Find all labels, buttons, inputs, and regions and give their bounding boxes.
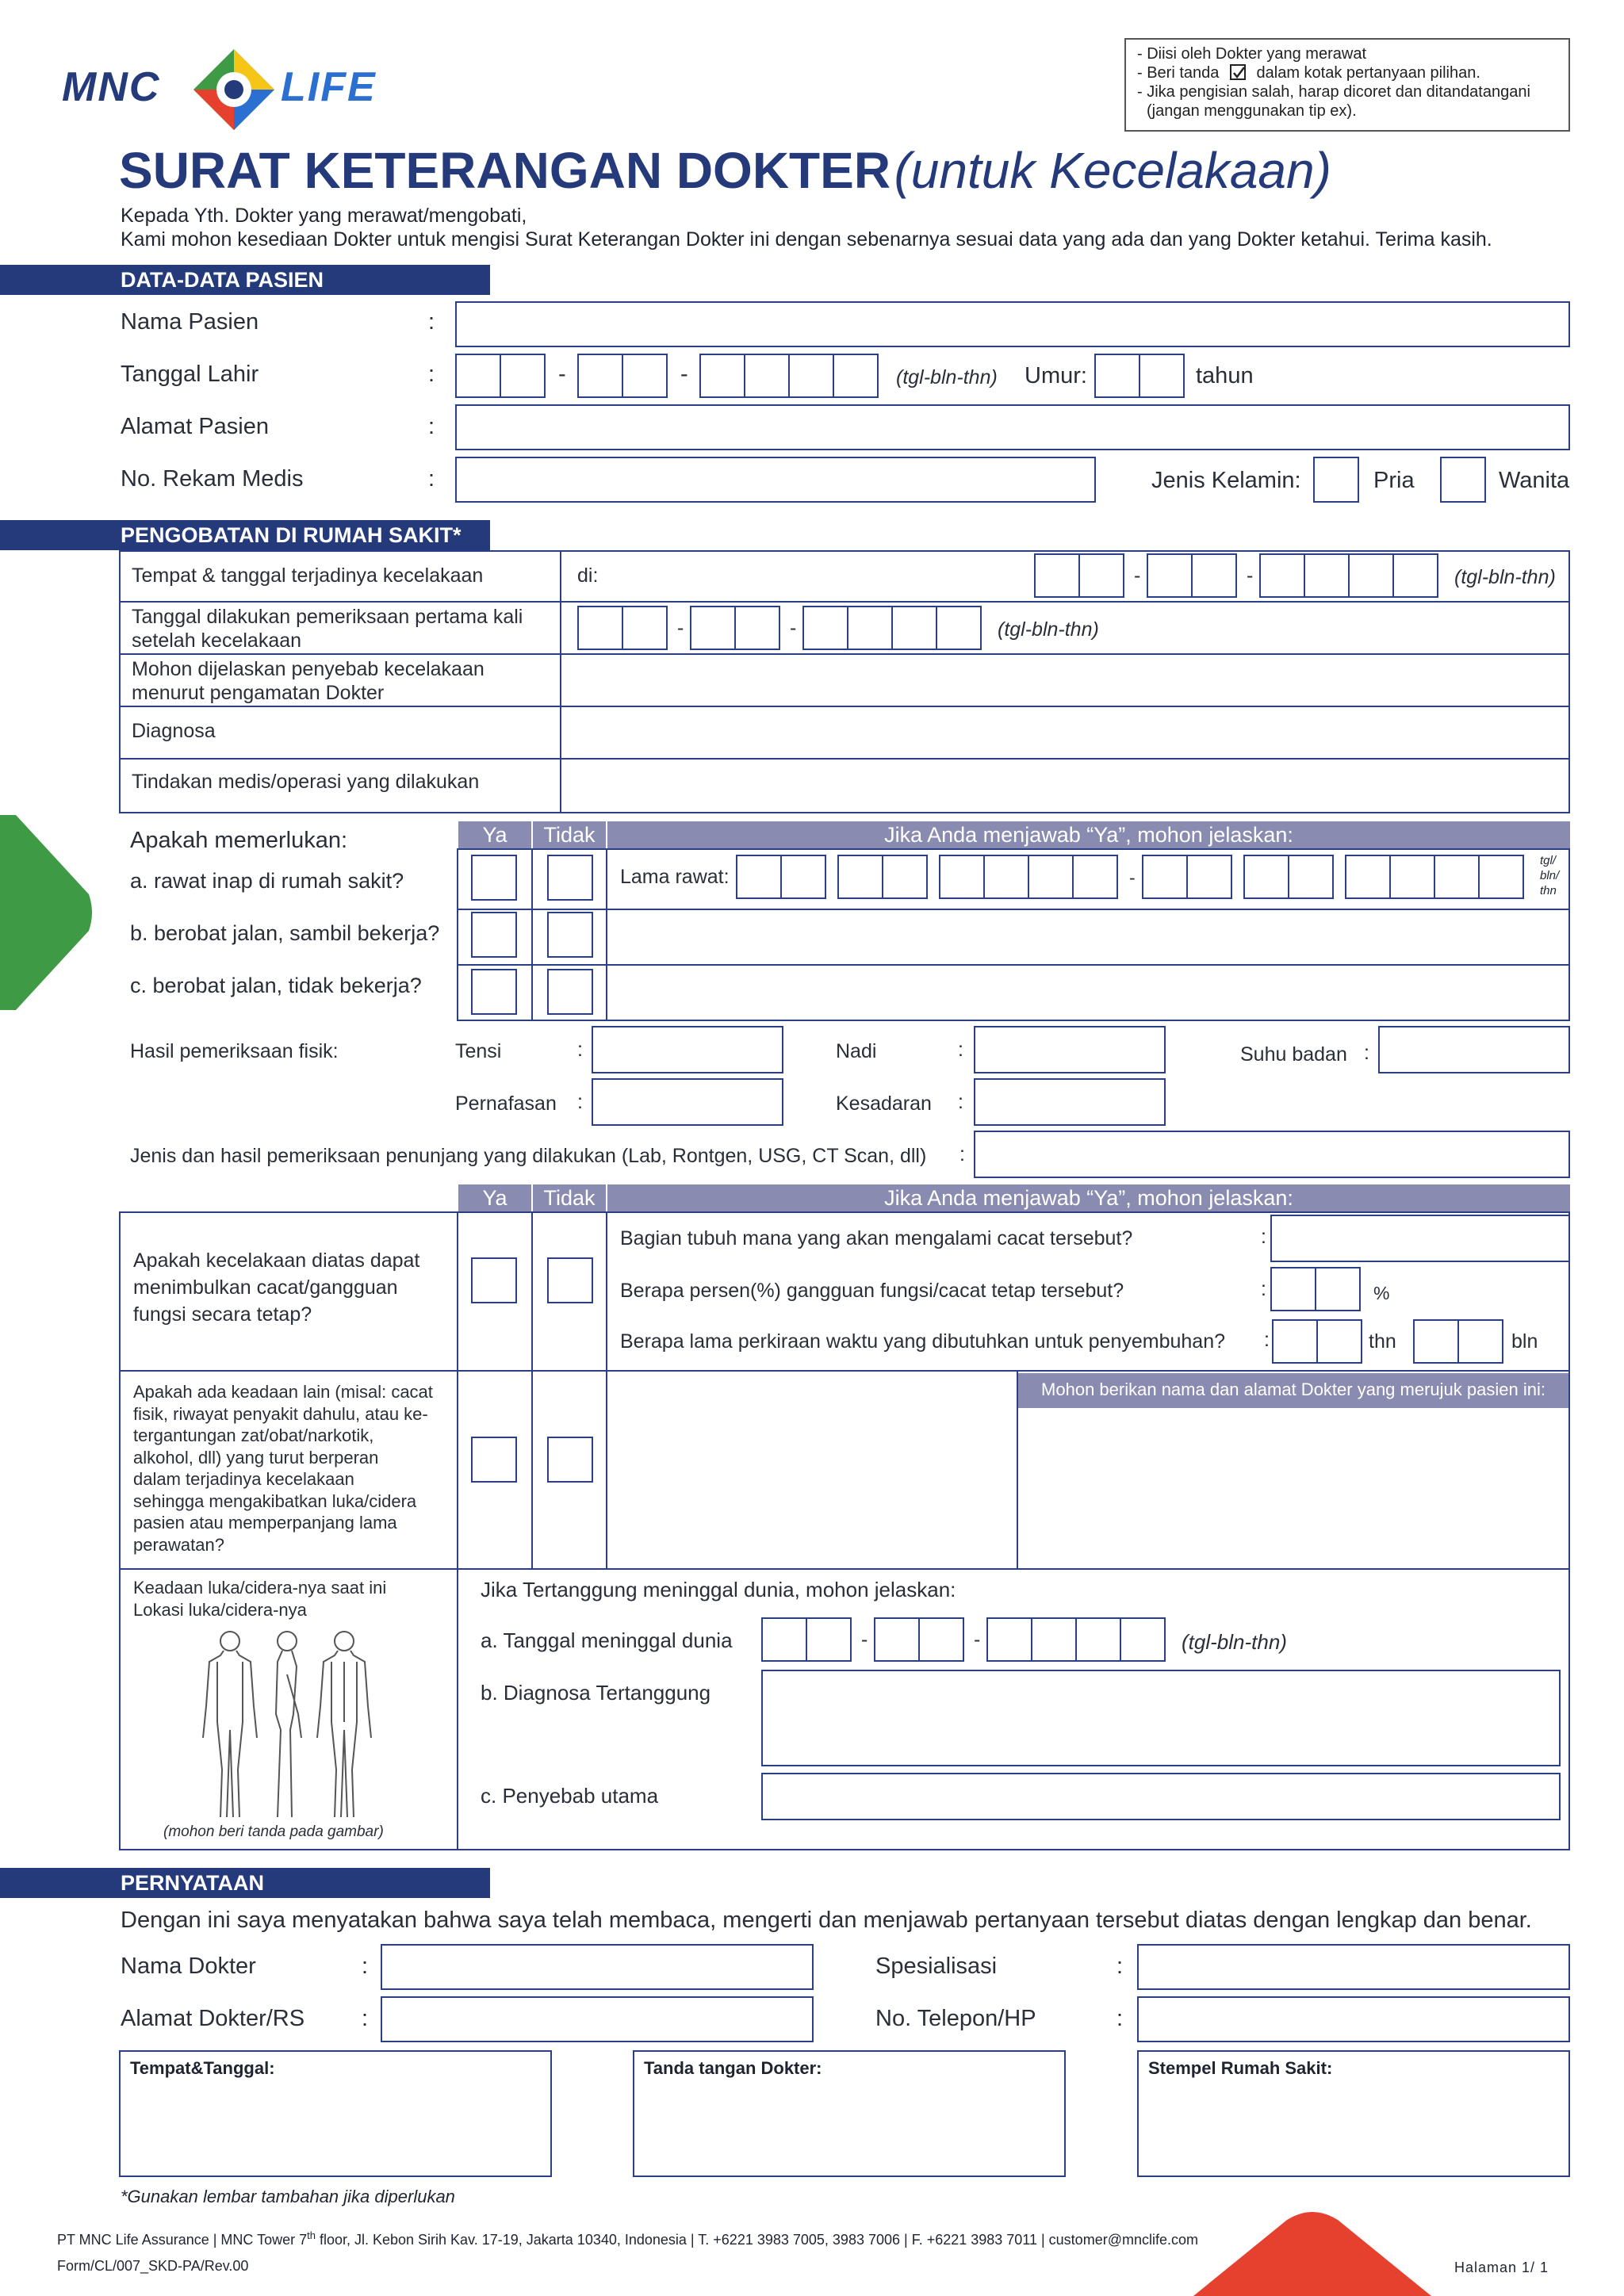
death-date-label: a. Tanggal meninggal dunia <box>481 1628 733 1652</box>
first-exam-label-2: setelah kecelakaan <box>132 629 302 652</box>
question-outpatient-not-working: c. berobat jalan, tidak bekerja? <box>130 974 422 997</box>
first-exam-date-format: (tgl-bln-thn) <box>998 618 1099 641</box>
accident-date-format: (tgl-bln-thn) <box>1454 566 1556 588</box>
needs-question-title: Apakah memerlukan: <box>130 828 348 853</box>
stay-length-label: Lama rawat: <box>620 866 730 888</box>
injury-condition-label: Keadaan luka/cidera-nya saat ini <box>133 1578 387 1598</box>
diagnosis-input[interactable] <box>563 709 1567 756</box>
phone-input[interactable] <box>1137 1996 1570 2042</box>
patient-name-input[interactable] <box>455 301 1570 347</box>
body-part-question: Bagian tubuh mana yang akan mengalami cacat tersebut? <box>620 1227 1133 1249</box>
question-outpatient-working: b. berobat jalan, sambil bekerja? <box>130 921 440 945</box>
injury-location-label: Lokasi luka/cidera-nya <box>133 1600 307 1620</box>
doctor-address-input[interactable] <box>381 1996 814 2042</box>
first-exam-day-cells[interactable] <box>577 606 666 650</box>
referring-doctor-header: Mohon berikan nama dan alamat Dokter yang merujuk pasien ini: <box>1018 1373 1568 1408</box>
referring-doctor-input[interactable] <box>1018 1410 1568 1567</box>
footnote: *Gunakan lembar tambahan jika diperlukan <box>121 2187 455 2206</box>
dob-format-hint: (tgl-bln-thn) <box>896 366 998 388</box>
accident-cause-label-1: Mohon dijelaskan penyebab kecelakaan <box>132 658 485 680</box>
logo-text-mnc: MNC <box>62 64 161 110</box>
medical-record-label: No. Rekam Medis <box>121 466 304 492</box>
supporting-exam-input[interactable] <box>974 1131 1570 1178</box>
death-section-title: Jika Tertanggung meninggal dunia, mohon jelaskan: <box>481 1578 956 1601</box>
death-date-format: (tgl-bln-thn) <box>1182 1630 1287 1654</box>
disability-yes-checkbox[interactable] <box>471 1257 517 1303</box>
page-number: Halaman 1/ 1 <box>1454 2260 1549 2275</box>
stay-end-year-cells[interactable] <box>1345 855 1522 899</box>
form-code: Form/CL/007_SKD-PA/Rev.00 <box>57 2258 249 2274</box>
body-temperature-input[interactable] <box>1378 1026 1570 1073</box>
hospital-stamp-box[interactable] <box>1137 2050 1570 2177</box>
address-label: Alamat Pasien <box>121 414 269 439</box>
stay-start-year-cells[interactable] <box>939 855 1116 899</box>
disability-question-1: Apakah kecelakaan diatas dapat <box>133 1249 420 1272</box>
accident-cause-input[interactable] <box>563 656 1567 704</box>
no-column-header: Tidak <box>533 821 606 848</box>
outpatient-notworking-no-checkbox[interactable] <box>547 969 593 1015</box>
logo-emblem-icon <box>190 46 278 133</box>
recovery-months-cells[interactable] <box>1413 1319 1502 1364</box>
medical-action-input[interactable] <box>563 761 1567 810</box>
blood-pressure-input[interactable] <box>592 1026 783 1073</box>
section-patient-data: DATA-DATA PASIEN <box>0 265 490 295</box>
dob-year-cells[interactable] <box>699 354 877 398</box>
gender-male-label: Pria <box>1373 468 1415 493</box>
doctor-signature-label: Tanda tangan Dokter: <box>644 2058 822 2078</box>
blood-pressure-label: Tensi <box>455 1040 502 1062</box>
gender-female-checkbox[interactable] <box>1440 457 1486 503</box>
title-sub: (untuk Kecelakaan) <box>894 142 1331 199</box>
supporting-exam-label: Jenis dan hasil pemeriksaan penunjang yang dilakukan (Lab, Rontgen, USG, CT Scan, dll) <box>130 1145 927 1167</box>
green-side-tab <box>0 815 95 1010</box>
medical-record-input[interactable] <box>455 457 1096 503</box>
death-day-cells[interactable] <box>761 1617 850 1662</box>
death-diagnosis-input[interactable] <box>761 1670 1561 1766</box>
other-conditions-no-checkbox[interactable] <box>547 1437 593 1483</box>
disability-no-checkbox[interactable] <box>547 1257 593 1303</box>
body-diagram-image[interactable] <box>198 1627 373 1825</box>
outpatient-notworking-yes-checkbox[interactable] <box>471 969 517 1015</box>
age-cells[interactable] <box>1094 354 1183 398</box>
percent-sign: % <box>1373 1283 1390 1303</box>
explain-column-header-2: Jika Anda menjawab “Ya”, mohon jelaskan: <box>607 1184 1570 1211</box>
age-unit: tahun <box>1196 363 1254 388</box>
note-line-1: - Diisi oleh Dokter yang merawat <box>1137 45 1366 63</box>
other-conditions-explain-input[interactable] <box>609 1373 1015 1567</box>
specialization-input[interactable] <box>1137 1944 1570 1990</box>
title-main: SURAT KETERANGAN DOKTER <box>119 142 891 199</box>
footer-address: PT MNC Life Assurance | MNC Tower 7th floor, Jl. Kebon Sirih Kav. 17-19, Jakarta 10340, Indonesia | T. +6221 3983 7005, 3983 7006 | F. +6221 3983 7011 | customer@mnclife.com <box>57 2229 1198 2248</box>
respiration-input[interactable] <box>592 1078 783 1126</box>
outpatient-working-no-checkbox[interactable] <box>547 912 593 958</box>
medical-action-label: Tindakan medis/operasi yang dilakukan <box>132 771 480 793</box>
note-line-2: - Beri tanda dalam kotak pertanyaan pilihan. <box>1137 64 1480 82</box>
note-line-4: (jangan menggunakan tip ex). <box>1147 102 1357 120</box>
patient-name-label: Nama Pasien <box>121 309 259 335</box>
accident-cause-label-2: menurut pengamatan Dokter <box>132 682 385 704</box>
intro-line-1: Kepada Yth. Dokter yang merawat/mengobati, <box>121 205 527 227</box>
accident-month-cells[interactable] <box>1147 553 1235 598</box>
months-unit: bln <box>1511 1330 1538 1353</box>
section-hospital-treatment: PENGOBATAN DI RUMAH SAKIT* <box>0 520 490 550</box>
stay-end-day-cells[interactable] <box>1142 855 1231 899</box>
instruction-note-box <box>1124 38 1570 132</box>
age-label: Umur: <box>1025 363 1087 388</box>
yes-column-header-2: Ya <box>458 1184 531 1211</box>
page-title <box>119 141 1331 200</box>
doctor-name-input[interactable] <box>381 1944 814 1990</box>
note-line-3: - Jika pengisian salah, harap dicoret dan ditandatangani <box>1137 83 1530 101</box>
red-corner-shape <box>1193 2212 1431 2296</box>
question-inpatient: a. rawat inap di rumah sakit? <box>130 869 404 893</box>
years-unit: thn <box>1369 1330 1396 1353</box>
specialization-label: Spesialisasi <box>875 1954 998 1979</box>
death-year-cells[interactable] <box>986 1617 1164 1662</box>
physical-exam-label: Hasil pemeriksaan fisik: <box>130 1040 339 1062</box>
stay-date-format: tgl/ bln/ thn <box>1540 854 1560 897</box>
place-date-box[interactable] <box>119 2050 552 2177</box>
disability-question-3: fungsi secara tetap? <box>133 1303 312 1326</box>
death-cause-input[interactable] <box>761 1773 1561 1820</box>
doctor-name-label: Nama Dokter <box>121 1954 256 1979</box>
dob-day-cells[interactable] <box>455 354 544 398</box>
other-conditions-question: Apakah ada keadaan lain (misal: cacat fisik, riwayat penyakit dahulu, atau ke- tergantungan zat/obat/narkotik, alkohol, dll) yang turut berperan dalam terjadinya kecelakaan sehingga mengakibatkan luka/cidera pasien atau memperpanjang lama perawatan? <box>133 1382 433 1555</box>
inpatient-no-checkbox[interactable] <box>547 855 593 901</box>
pulse-label: Nadi <box>836 1040 877 1062</box>
consciousness-label: Kesadaran <box>836 1093 932 1115</box>
death-diagnosis-label: b. Diagnosa Tertanggung <box>481 1681 711 1705</box>
first-exam-year-cells[interactable] <box>802 606 980 650</box>
statement-text: Dengan ini saya menyatakan bahwa saya telah membaca, mengerti dan menjawab pertanyaan tersebut diatas dengan lengkap dan benar. <box>121 1908 1532 1933</box>
doctor-signature-box[interactable] <box>633 2050 1066 2177</box>
doctor-address-label: Alamat Dokter/RS <box>121 2006 305 2031</box>
diagnosis-label: Diagnosa <box>132 720 216 742</box>
accident-place-date-label: Tempat & tanggal terjadinya kecelakaan <box>132 564 484 587</box>
death-month-cells[interactable] <box>874 1617 963 1662</box>
body-temperature-label: Suhu badan <box>1240 1043 1347 1066</box>
gender-label: Jenis Kelamin: <box>1151 468 1301 493</box>
place-date-label: Tempat&Tanggal: <box>130 2058 275 2078</box>
gender-male-checkbox[interactable] <box>1313 457 1359 503</box>
logo-text-life: LIFE <box>281 64 377 110</box>
patient-address-input[interactable] <box>455 404 1570 450</box>
first-exam-label-1: Tanggal dilakukan pemeriksaan pertama kali <box>132 606 523 628</box>
stay-start-day-cells[interactable] <box>736 855 825 899</box>
consciousness-input[interactable] <box>974 1078 1166 1126</box>
explain-column-header: Jika Anda menjawab “Ya”, mohon jelaskan: <box>607 821 1570 848</box>
death-cause-label: c. Penyebab utama <box>481 1784 659 1808</box>
body-diagram-caption: (mohon beri tanda pada gambar) <box>163 1823 384 1840</box>
respiration-label: Pernafasan <box>455 1093 557 1115</box>
stay-end-month-cells[interactable] <box>1243 855 1332 899</box>
gender-female-label: Wanita <box>1499 468 1570 493</box>
dob-label: Tanggal Lahir <box>121 362 259 387</box>
disability-question-2: menimbulkan cacat/gangguan <box>133 1276 398 1299</box>
no-column-header-2: Tidak <box>533 1184 606 1211</box>
first-exam-month-cells[interactable] <box>690 606 779 650</box>
hospital-stamp-label: Stempel Rumah Sakit: <box>1148 2058 1333 2078</box>
checkbox-tick-icon <box>1230 64 1246 80</box>
body-part-input[interactable] <box>1270 1215 1570 1262</box>
disability-percent-question: Berapa persen(%) gangguan fungsi/cacat tetap tersebut? <box>620 1280 1124 1302</box>
disability-percent-cells[interactable] <box>1270 1267 1359 1311</box>
inpatient-yes-checkbox[interactable] <box>471 855 517 901</box>
other-conditions-yes-checkbox[interactable] <box>471 1437 517 1483</box>
recovery-years-cells[interactable] <box>1272 1319 1361 1364</box>
intro-line-2: Kami mohon kesediaan Dokter untuk mengisi Surat Keterangan Dokter ini dengan sebenarnya sesuai data yang ada dan yang Dokter ketahui. Terima kasih. <box>121 228 1492 251</box>
dob-month-cells[interactable] <box>577 354 666 398</box>
accident-day-cells[interactable] <box>1034 553 1123 598</box>
section-statement: PERNYATAAN <box>0 1868 490 1898</box>
phone-label: No. Telepon/HP <box>875 2006 1036 2031</box>
yes-column-header: Ya <box>458 821 531 848</box>
accident-place-prefix: di: <box>577 564 599 587</box>
stay-start-month-cells[interactable] <box>837 855 926 899</box>
accident-year-cells[interactable] <box>1259 553 1437 598</box>
company-logo <box>62 44 395 132</box>
outpatient-working-yes-checkbox[interactable] <box>471 912 517 958</box>
pulse-input[interactable] <box>974 1026 1166 1073</box>
recovery-time-question: Berapa lama perkiraan waktu yang dibutuhkan untuk penyembuhan? <box>620 1330 1226 1353</box>
